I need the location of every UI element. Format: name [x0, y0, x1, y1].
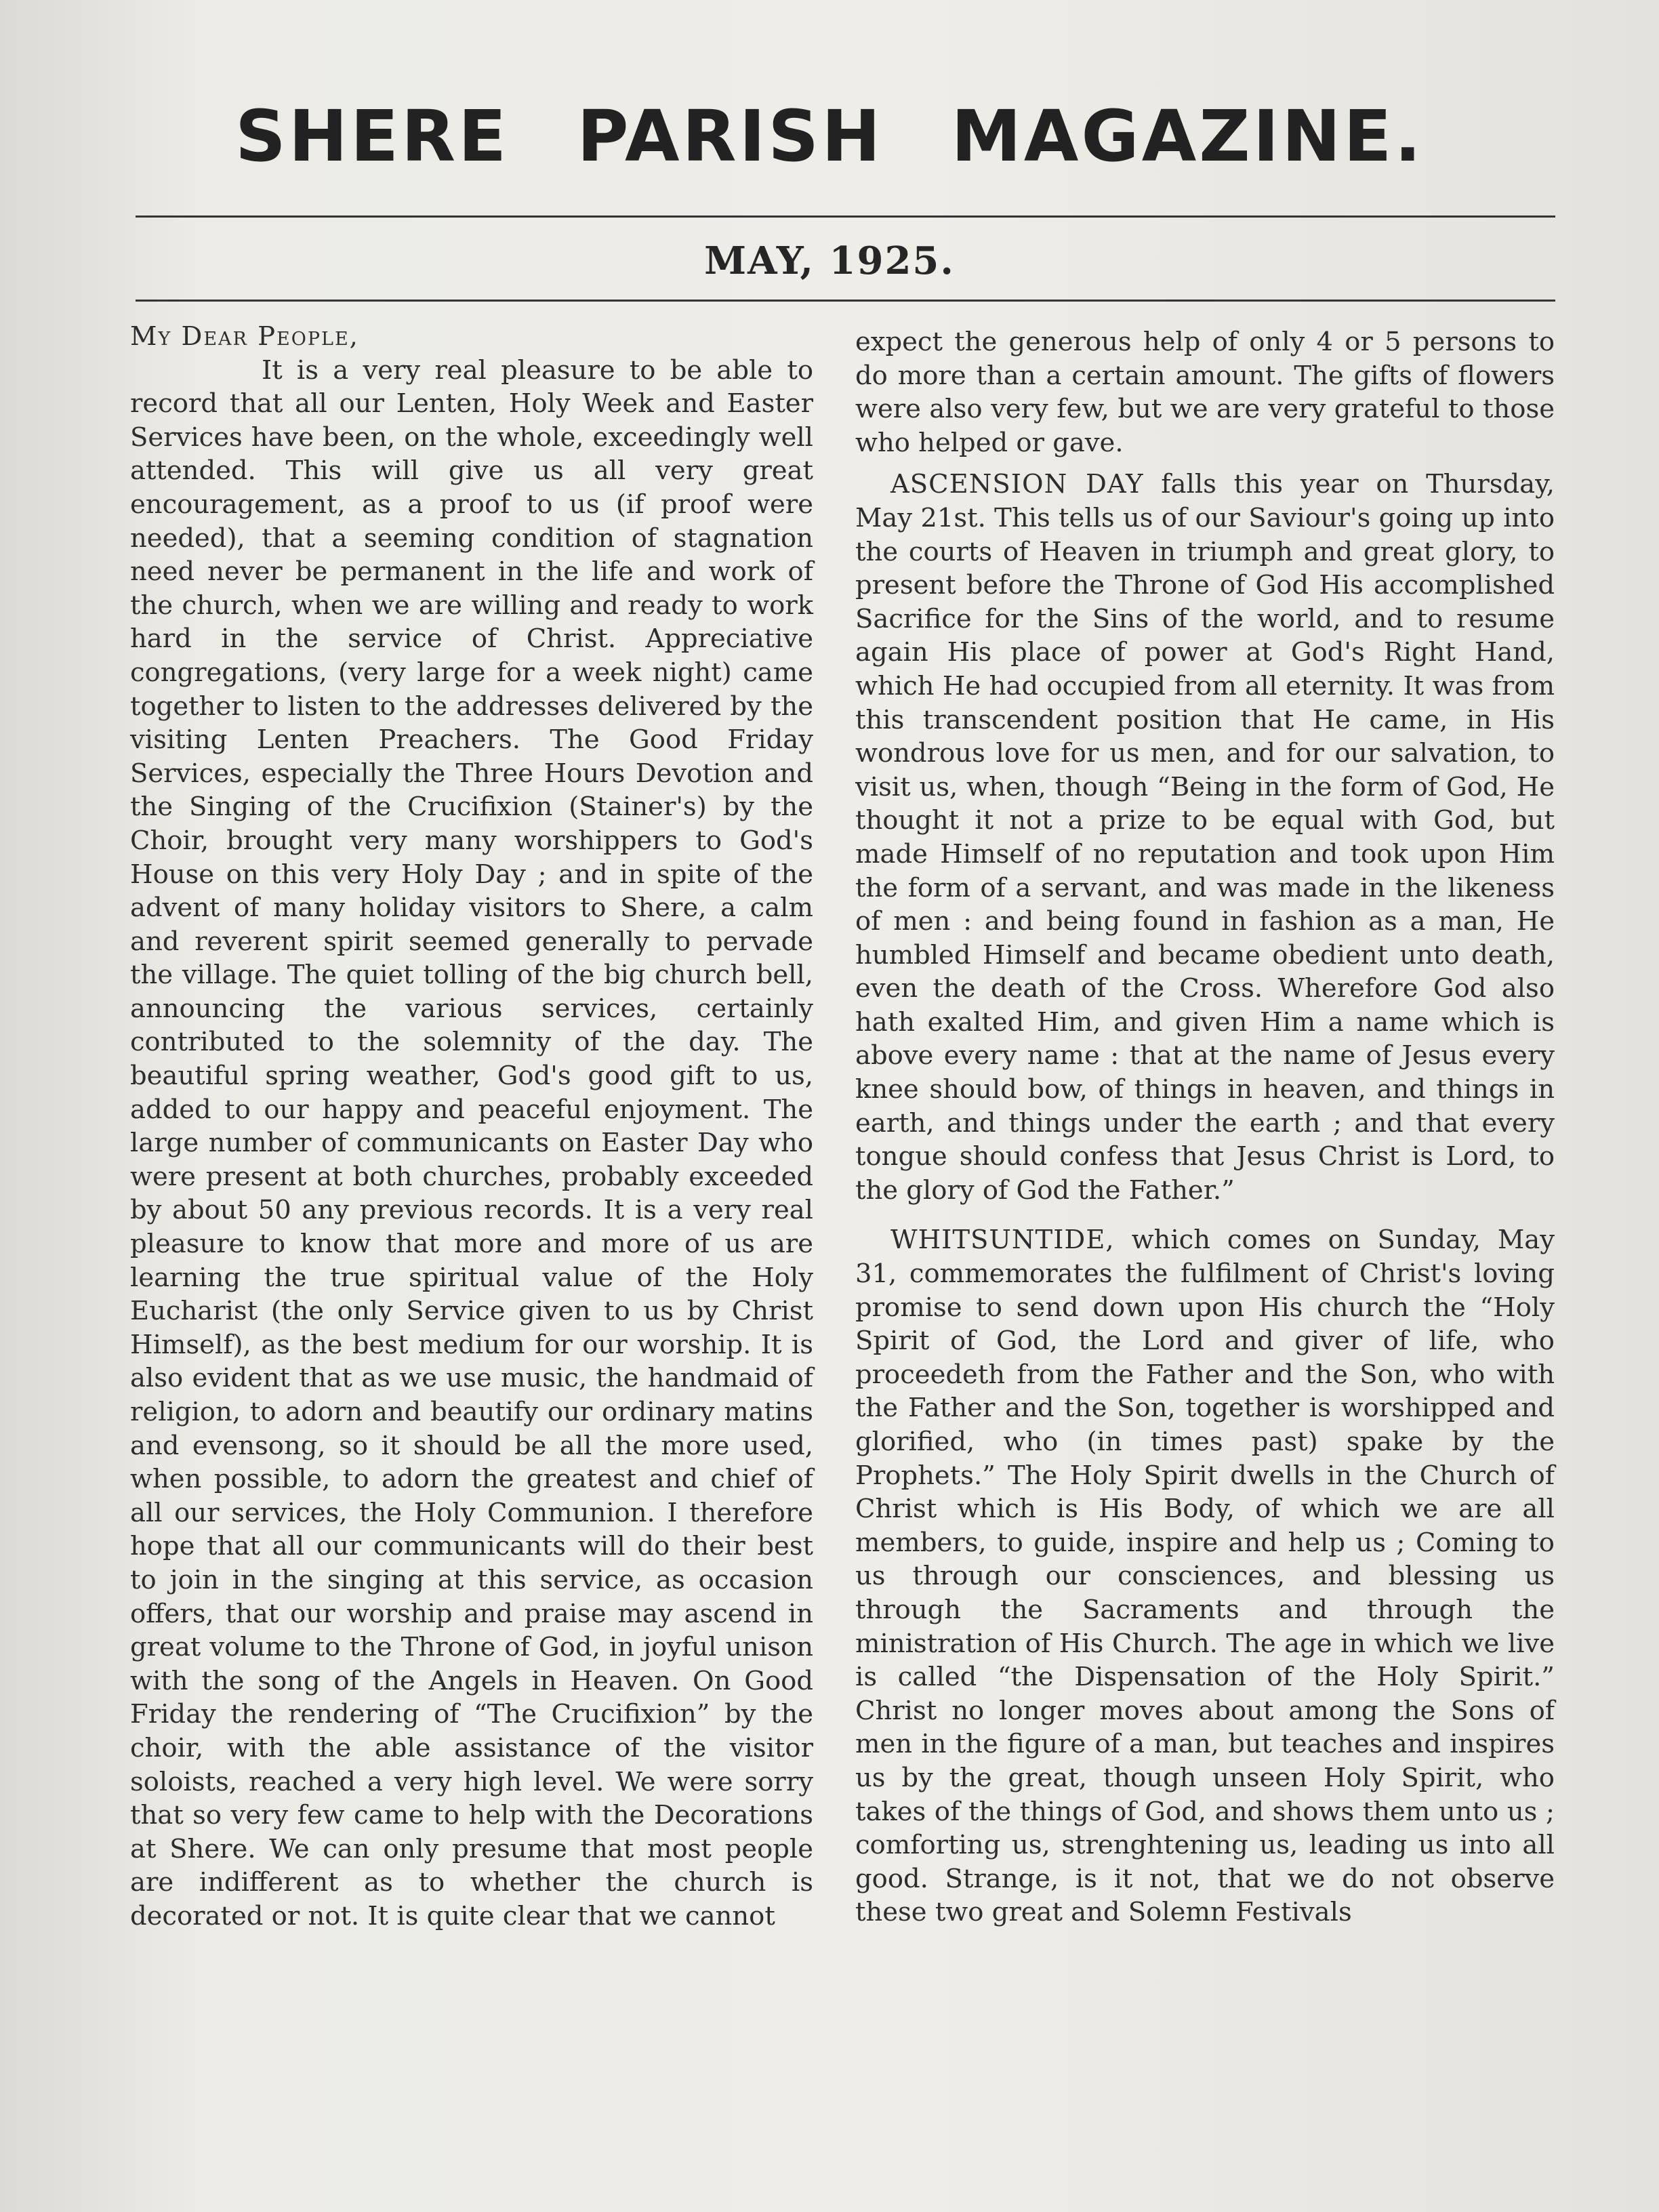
issue-date: MAY, 1925. [704, 239, 955, 283]
salutation: My Dear People, [130, 321, 359, 352]
magazine-title: SHERE PARISH MAGAZINE. [235, 95, 1424, 178]
whitsuntide-text: which comes on Sunday, May 31, commemorates the fulfilment of Christ's loving promise to send down upon His church the “Holy Spirit of God, the Lord and giver of life, who proceedeth from the Father and the Son, who with the Father and the Son, together is worshipped and glorified, who (in times past) spake by the Prophets.” The Holy Spirit dwells in the Church of Christ which is His Body, of which we are all members, to guide, inspire and help us ; Coming to us through our consciences, and blessing us through the Sacraments and through the ministration of His Church. The age in which we live is called “the Dispensation of the Holy Spirit.” Christ no longer moves about among the Sons of men in the figure of a man, but teaches and inspires us by the great, though unseen Holy Spirit, who takes of the things of God, and shows them unto us ; comforting us, strenghtening us, leading us into all good. Strange, is it not, that we do not observe these two great and Solemn Festivals [855, 1225, 1555, 1928]
letter-paragraph-continuation: expect the generous help of only 4 or 5 persons to do more than a certain amount. The gifts of flowers were also very few, but we are very grateful to those who helped or gave. [855, 327, 1555, 458]
letter-paragraph-lent: It is a very real pleasure to be able to record that all our Lenten, Holy Week and Easter Services have been, on the whole, exceedingly well attended. This will give us all very great encouragement, as a proof to us (if proof were needed), that a seeming condition of stagnation need never be permanent in the life and work of the church, when we are willing and ready to work hard in the service of Christ. Appreciative congregations, (very large for a week night) came together to listen to the addresses delivered by the visiting Lenten Preachers. The Good Friday Services, especially the Three Hours Devotion and the Singing of the Crucifixion (Stainer's) by the Choir, brought very many worshippers to God's House on this very Holy Day ; and in spite of the advent of many holiday visitors to Shere, a calm and reverent spirit seemed generally to pervade the village. The quiet tolling of the big church bell, announcing the various services, certainly contributed to the solemnity of the day. The beautiful spring weather, God's good gift to us, added to our happy and peaceful enjoyment. The large number of communicants on Easter Day who were present at both churches, probably exceeded by about 50 any previous records. It is a very real pleasure to know that more and more of us are learning the true spiritual value of the Holy Eucharist (the only Service given to us by Christ Himself), as the best medium for our worship. It is also evident that as we use music, the handmaid of religion, to adorn and beautify our ordinary matins and evensong, so it should be all the more used, when possible, to adorn the greatest and chief of all our services, the Holy Communion. I therefore hope that all our communicants will do their best to join in the singing at this service, as occasion offers, that our worship and praise may ascend in great volume to the Throne of God, in joyful unison with the song of the Angels in Heaven. On Good Friday the rendering of “The Crucifixion” by the choir, with the able assistance of the visitor soloists, reached a very high level. We were sorry that so very few came to help with the Decorations at Shere. We can only presume that most people are indifferent as to whether the church is decorated or not. It is quite clear that we cannot [130, 354, 813, 1931]
header-rule-bottom [136, 300, 1555, 302]
ascension-day-heading: ASCENSION DAY [890, 469, 1144, 500]
whitsuntide-heading: WHITSUNTIDE, [890, 1225, 1115, 1256]
whitsuntide-section [855, 1223, 1555, 1929]
ascension-day-section [855, 468, 1555, 1207]
header-rule-top [136, 216, 1555, 218]
ascension-day-text: falls this year on Thursday, May 21st. This tells us of our Saviour's going up into the courts of Heaven in triumph and great glory, to present before the Throne of God His accomplished Sacrifice for the Sins of the world, and to resume again His place of power at God's Right Hand, which He had occupied from all eternity. It was from this transcendent position that He came, in His wondrous love for us men, and for our salvation, to visit us, when, though “Being in the form of God, He thought it not a prize to be equal with God, but made Himself of no reputation and took upon Him the form of a servant, and was made in the likeness of men : and being found in fashion as a man, He humbled Himself and became obedient unto death, even the death of the Cross. Wherefore God also hath exalted Him, and given Him a name which is above every name : that at the name of Jesus every knee should bow, of things in heaven, and things in earth, and things under the earth ; and that every tongue should confess that Jesus Christ is Lord, to the glory of God the Father.” [855, 469, 1555, 1206]
right-column [855, 325, 1555, 2101]
left-column [130, 320, 813, 2095]
